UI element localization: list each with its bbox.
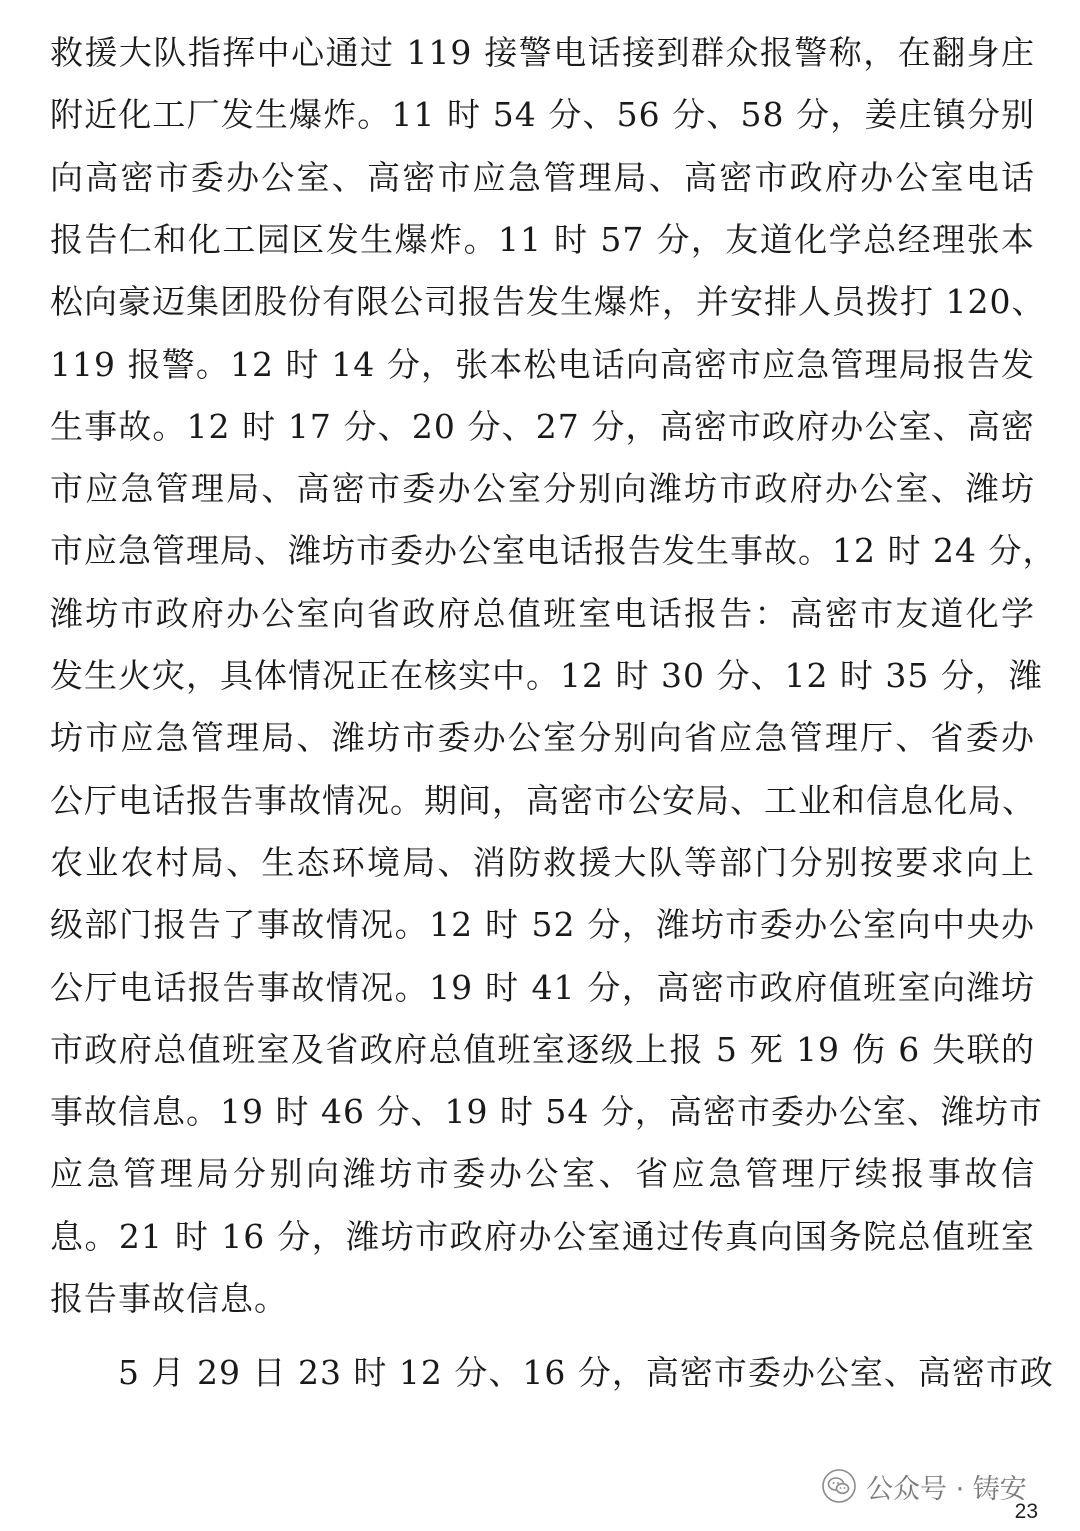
text-line: 救援大队指挥中心通过 119 接警电话接到群众报警称，在翻身庄 bbox=[50, 33, 1035, 72]
text-line: 级部门报告了事故情况。12 时 52 分，潍坊市委办公室向中央办 bbox=[50, 905, 1035, 945]
text-line: 坊市应急管理局、潍坊市委办公室分别向省应急管理厅、省委办 bbox=[50, 718, 1035, 758]
text-line: 公厅电话报告事故情况。期间，高密市公安局、工业和信息化局、 bbox=[50, 780, 1036, 820]
text-line: 潍坊市政府办公室向省政府总值班室电话报告：高密市友道化学 bbox=[50, 593, 1035, 633]
text-line: 松向豪迈集团股份有限公司报告发生爆炸，并安排人员拨打 120、 bbox=[50, 282, 1046, 322]
watermark-text: 公众号 · 铸安 bbox=[866, 1473, 1027, 1505]
text-line: 119 报警。12 时 14 分，张本松电话向高密市应急管理局报告发 bbox=[50, 344, 1035, 384]
wechat-icon bbox=[822, 1469, 856, 1503]
text-line: 息。21 时 16 分，潍坊市政府办公室通过传真向国务院总值班室 bbox=[50, 1216, 1035, 1256]
text-line: 应急管理局分别向潍坊市委办公室、省应急管理厅续报事故信 bbox=[50, 1154, 1035, 1194]
text-line: 公厅电话报告事故情况。19 时 41 分，高密市政府值班室向潍坊 bbox=[50, 967, 1035, 1007]
text-line: 市政府总值班室及省政府总值班室逐级上报 5 死 19 伤 6 失联的 bbox=[50, 1029, 1035, 1069]
text-line: 市应急管理局、潍坊市委办公室电话报告发生事故。12 时 24 分， bbox=[50, 531, 1057, 571]
text-line: 农业农村局、生态环境局、消防救援大队等部门分别按要求向上 bbox=[50, 842, 1035, 882]
text-line: 附近化工厂发生爆炸。11 时 54 分、56 分、58 分，姜庄镇分别 bbox=[50, 95, 1035, 135]
text-line: 生事故。12 时 17 分、20 分、27 分，高密市政府办公室、高密 bbox=[50, 406, 1035, 446]
text-line: 向高密市委办公室、高密市应急管理局、高密市政府办公室电话 bbox=[50, 157, 1035, 197]
watermark bbox=[822, 1466, 1027, 1506]
text-line: 事故信息。19 时 46 分、19 时 54 分，高密市委办公室、潍坊市 bbox=[50, 1092, 1043, 1132]
text-line: 市应急管理局、高密市委办公室分别向潍坊市政府办公室、潍坊 bbox=[50, 469, 1035, 509]
text-line: 发生火灾，具体情况正在核实中。12 时 30 分、12 时 35 分，潍 bbox=[50, 656, 1043, 695]
paragraph-start-line: 5 月 29 日 23 时 12 分、16 分，高密市委办公室、高密市政 bbox=[118, 1353, 1054, 1392]
text-line: 报告事故信息。 bbox=[50, 1279, 288, 1318]
page-number: 23 bbox=[1014, 1500, 1038, 1523]
text-line: 报告仁和化工园区发生爆炸。11 时 57 分，友道化学总经理张本 bbox=[50, 219, 1035, 259]
